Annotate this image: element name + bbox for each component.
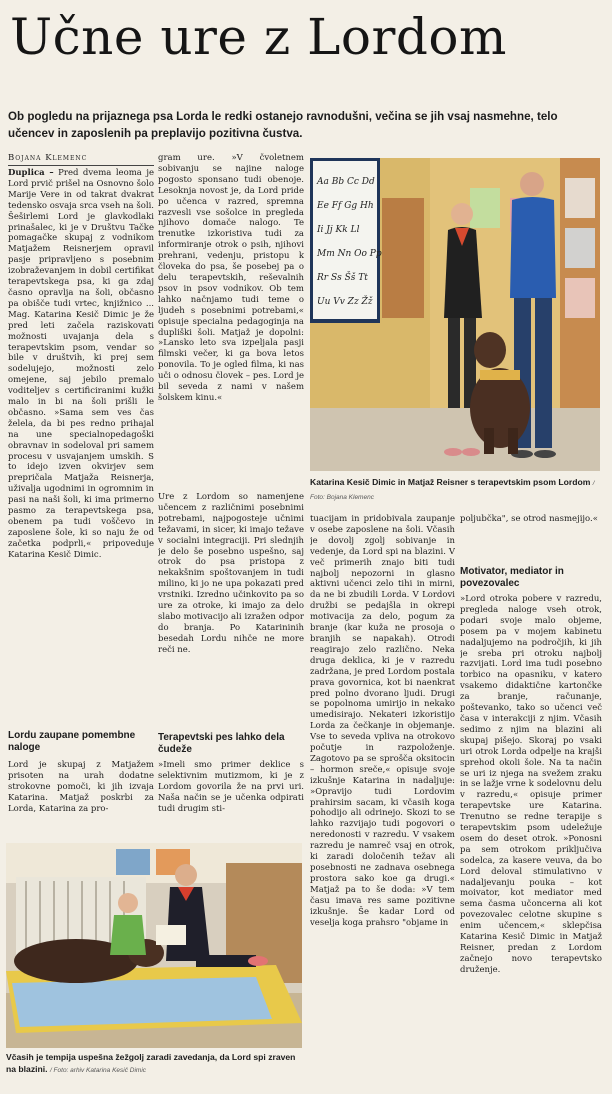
column-1-part-2: Lord je skupaj z Matjažem prisoten na urah dodatne strokovne pomoči, ki jih izvaja Katarina. Matjaž poskrbi za Lorda, Katarina za pro- [8,760,154,814]
photo-1-credit: / Foto: Bojana Klemenc [310,480,595,501]
svg-text:Ii Jj Kk Ll: Ii Jj Kk Ll [317,225,360,235]
column-2-part-2: Ure z Lordom so namenjene učencem z različnimi posebnimi potrebami, najpogosteje učnimi težavami, in sicer, ki imajo težave v socialni integraciji. Pri slednjih je delo še posebno uspešno, saj otrok do psa pristopa z nekakšnim spoštovanjem in tudi milino, ki jo ne upa pokazati pred vrstniki. Izredno učinkovito pa so ure za otroke, ki imajo za delo slabo motivacijo ali izražen odpor do branja. Po Katarininih besedah Lordu nihče ne more reči ne. [158,492,304,655]
svg-text:Uu Vv Zz Žž: Uu Vv Zz Žž [317,297,373,307]
photo-1-caption: Katarina Kesič Dimic in Matjaž Reisner s terapevtskim psom Lordom / Foto: Bojana Klemenc [310,477,595,501]
heading-therapy-dog: Terapevtski pes lahko dela čudeže [158,732,285,755]
column-2-part-1: gram ure. »V čvoletnem sobivanju se najine naloge pogosto sponsano tudi obenoje. Lesoknja novost je, da Lord pride po učenca v razred, spremna razvesli vse sošolce in pregleda njihovo domače nalogo. Te trenutke izkoristiva tudi za informiranje otrok o psih, njihovi prehrani, vedenju, pristopu k človeka do psa, še posebej pa o delu terapevtskih, reševalnih psov in psov vodnikov. Ob tem lahko načnjamo tudi teme o ljudeh s posebnimi potrebami,« opisuje specialna pedagoginja na dupliški šoli. Matjaž je dopolni: »Lansko leto sva izpeljala pasji filmski večer, ki ga bova letos ponovila. To je ogled filma, ki nas uči o odnosu človek – pes. Lord je bil seveda z nami v našem šolskem kinu.« [158,153,304,403]
svg-text:Aa Bb Cc Dd: Aa Bb Cc Dd [317,177,375,187]
heading-motivator: Motivator, mediator in povezovalec [460,566,564,589]
column-1-intro: Pred dvema leoma je Lord prvič prišel na Osnovno šolo Marije Vere in od takrat dvakrat tedensko osvaja srca vseh na šoli. Šeširlemi Lord je glavkodlaki prinašalec, ki je v Društvu Tačke pomagačke skupaj z vodnikom Matjažem Reisnerjem opravil pasje pripravljeno s posebnim izobraževanjem in dobil certifikat terapevtskega psa, ki ga zdaj časno opravlja na šoli, občasno pa obišče tudi vrtec, knjižnico ... Mag. Katarina Kesič Dimic je že pred leti začela raziskovati možnosti uvajanja dela s terapevtskim psom, vendar so bile v društvih, ki prej sem sodelujejo, možnosti zelo omejene, saj jebilo premalo voditeljev s certificiranimi kužki malo in bi na šoli prišli le občasno. »Sama sem ves čas želela, da bi pes redno prihajal na une specialnopedagoški obravnav in sodeloval pri samem procesu v usvajanjem umskih. S to idejo izven okvirjev sem prepričala Matjaža Reisnerja, uživalja ugodnimi in ogromnim in pasi na naši šoli, ki ima primerno pasmo za terapevtskega psa, obenem pa tudi voščevo in zaposlene šole, ki so naju že od začetka podprli,« pripoveduje Katarina Kesič Dimic. [8,168,154,560]
svg-text:Ee Ff Gg Hh: Ee Ff Gg Hh [317,201,374,211]
photo-teacher-handler-dog [310,158,600,471]
svg-text:Mm Nn Oo Pp: Mm Nn Oo Pp [317,249,382,259]
column-4-part-2: »Lord otroka pobere v razredu, pregleda naloge vseh otrok, podari svoje malo objeme, posem pa v mojem kabinetu nadaljujemo na področjih, ki jih je sreba pri otroku najbolj razvijati. Lord ima tudi posebno torbico na opasniku, v katero vsakemo didaktične kartončke za branje, računanje, poštevanko, tako so učenci več časa v interakciji z njim. Včasih sedimo z njim na blazini ali skupaj pišejo. Skoraj po vsaki uri otrok Lorda odpelje na krajši sprehod okoli šole. Na ta način se uri iz njega na svežem zraku in se lažje vrne k sodelovnu delu v razredu,« opisuje primer terapevtske ure Katarina. Trenutno se redne terapije s terapevtskim psom udeležuje osem do deset otrok. »Ponosni pa sem otrokom priključiva sodelca, za kasere veuva, da bo Lord deloval stimulativno v nadaljevanju pouka – kot moivator, kot mediator med sema časma učoncerna ali kot povezovalec celotne skupine s enim učencem,« sklepčisa Katarina Kesič Dimic in Matjaž Reisner, predan z Lordom začnejo novo terapevtsko druženje. [460,594,602,975]
dateline: Duplica – [8,168,54,178]
column-1-part-1 [8,168,154,722]
article-lead: Ob pogledu na prijaznega psa Lorda le redki ostanejo ravnodušni, večina se jih vsaj nasmehne, telo učencev in zaposlenih pa preplavijo pozitivna čustva. [8,110,558,140]
byline: Bojana Klemenc [8,153,154,166]
photo-2-caption: Včasih je tempija uspešna žežgolj zaradi zavedanja, da Lord spi zraven na blazini. / Foto: arhiv Katarina Kesič Dimic [6,1052,296,1074]
article-title: Učne ure z Lordom [10,8,507,66]
column-4-part-1: poljubčka", se otrod nasmejijo.« [460,514,598,524]
svg-text:Rr Ss Šš Tt: Rr Ss Šš Tt [317,273,368,283]
column-3: tuacijam in pridobivala zaupanje v osebe zaposlene na šoli. Včasih je dovolj zgolj sobivanje in vedenje, da Lord spi na blazini. V več primerih znajo biti tudi najbolj nepozorni in glasno aktivni učenci zelo tihi in mirni, da ne bi zbudili Lorda. V Lordovi družbi se pedajšla in okrepi motivacija za delo, pogum za branje (kar kuža ne prosoja o branjih se napakah). Otrodi reagirajo zelo različno. Neka druga deklica, ki je v razredu zadržana, je pred Lordom postala prava govornica, kot bi naenkrat pred polno dvorano ljudi. Drugi se popolnoma umirijo in nekako umedisirajo. Nekateri izkoristijo Lorda za čečkanje in objemanje. Vse to seveda vpliva na otrokovo počutje in razpoloženje. Zagotovo pa se sprošča oksitocin – hormon sreče,« opisuje svoje izkušnje Katarina in nadaljuje: »Opravijo tudi Lordovim prahirsim sacam, ki včasih koga pohodijo ali odrinejo. Skozi to se lahko razvijajo tudi pogovori o neredonosti v razredu. V vsakem razredu je namreč vsaj en otrok, ki zaradi določenih težav ali posebnosti ne zadnava osebnega prostora sako koe ga drugi.« Matjaž pa to še doda: »V tem času imava res same pozitivne izkušnje. Še kadar Lord od veselja koga prahsro "objame in [310,514,455,928]
column-2-part-3: »Imeli smo primer deklice s selektivnim mutizmom, ki je z Lordom govorila že na prvi uri. Naša način se je učenka odpirati tudi drugim sti- [158,760,304,814]
heading-lord-tasks: Lordu zaupane pomembne naloge [8,730,136,753]
photo-reading-with-dog [6,843,302,1048]
photo-2-credit: / Foto: arhiv Katarina Kesič Dimic [49,1067,147,1074]
